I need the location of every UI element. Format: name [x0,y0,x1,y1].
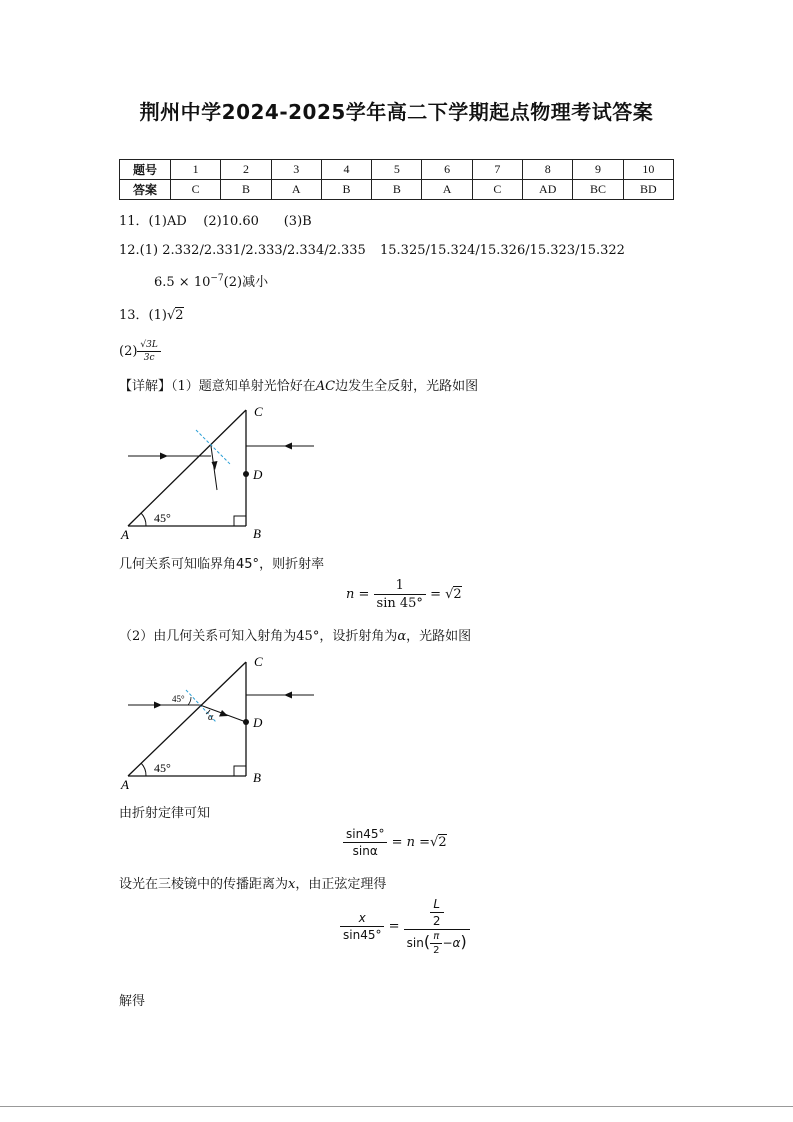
incidence-arc [188,697,191,705]
critical-angle-value: 45° [236,557,260,572]
edge-ac: AC [315,379,336,394]
question-number: 1 [171,160,221,180]
sqrt-radicand: 2 [438,835,447,850]
q13-part2-fraction [137,340,160,363]
part2-intro-text: （2）由几何关系可知入射角为45°，设折射角为 [119,629,398,644]
l-over-2 [430,897,444,928]
fraction-denominator: 2 [432,914,441,928]
question-number: 8 [523,160,573,180]
alpha-symbol: α [397,629,407,644]
eq-fraction [343,827,387,858]
fraction-denominator: sin 45° [376,596,423,611]
solve-text: 解得 [119,994,146,1009]
q13-label: 13．(1) [119,308,167,323]
equation-refractive-index [346,578,462,611]
answer-cell: BD [623,180,673,200]
question-number: 5 [372,160,422,180]
answer-table [119,159,674,200]
answer-cell: BC [573,180,623,200]
vertex-b-label: B [253,526,261,541]
angle-label: 45° [154,761,171,775]
answer-cell: AD [523,180,573,200]
fraction-numerator: x [340,911,384,927]
equation-sine-rule [340,897,470,956]
eq-rhs-fraction [404,897,470,956]
pi-over-2 [430,931,442,956]
point-d [243,719,249,725]
fraction-numerator: 1 [374,578,426,595]
answer-cell: B [221,180,271,200]
point-d [243,471,249,477]
ray-arrow-icon [284,443,292,450]
part2-intro [119,625,471,644]
fraction-denominator: sinα [352,844,378,858]
prism-diagram-2 [118,650,338,795]
refraction-law-text: 由折射定律可知 [119,806,211,821]
eq-equals: = [430,587,446,602]
answer-q12-part1: 12.(1) 2.332/2.331/2.333/2.334/2.335 [119,243,366,258]
critical-angle-rest: ，则折射率 [259,557,325,572]
eq-equals: = [358,587,374,602]
answer-cell: C [171,180,221,200]
answer-q11: 11．(1)AD (2)10.60 (3)B [119,214,312,229]
minus-alpha: −α [442,936,461,950]
answer-cell: B [372,180,422,200]
point-d-label: D [253,467,263,482]
fraction-numerator [404,897,470,930]
ray-arrow-icon [154,702,162,709]
question-number-label: 题号 [120,160,171,180]
vertex-a-label: A [121,527,129,542]
question-number: 3 [271,160,321,180]
sci-base: 6.5 × 10 [154,275,211,290]
vertex-b-label: B [253,770,261,785]
ray-arrow-icon [160,453,168,460]
sine-rule-rest: ，由正弦定理得 [295,877,387,892]
question-number: 10 [623,160,673,180]
page-title: 荆州中学2024-2025学年高二下学期起点物理考试答案 [139,100,654,124]
sine-rule-text: 设光在三棱镜中的传播距离为 [119,877,289,892]
eq-middle: = n = [391,835,431,850]
question-number: 2 [221,160,271,180]
fraction-numerator: π [430,931,442,944]
answer-q12-line2 [154,271,268,290]
alpha-label: α [208,712,214,723]
answer-cell: B [321,180,371,200]
sin-func: sin [406,936,424,950]
answer-cell: A [271,180,321,200]
q12-part2: (2)减小 [223,275,269,290]
ray-arrow-icon [284,692,292,699]
sqrt-radicand: 2 [453,587,462,602]
critical-angle-line [119,553,324,572]
fraction-denominator: 3c [143,353,155,363]
question-number: 9 [573,160,623,180]
detail-intro [119,375,478,394]
eq-lhs-fraction [340,911,384,942]
prism-edge-ac [128,410,246,526]
vertex-c-label: C [254,654,263,669]
vertex-a-label: A [121,777,129,792]
fraction-numerator: sin45° [343,827,387,843]
fraction-denominator: sin45° [343,928,382,942]
detail-intro-rest: 边发生全反射，光路如图 [335,379,479,394]
fraction-denominator: 2 [433,945,440,956]
eq-equals: = [388,919,400,934]
question-number: 4 [321,160,371,180]
answer-label: 答案 [120,180,171,200]
sine-rule-line [119,873,386,892]
right-angle-mark [234,766,246,776]
fraction-numerator: L [430,897,444,913]
answer-table-answer-row [120,180,674,200]
prism-diagram-1 [118,400,338,545]
eq-lhs: n [346,587,355,602]
right-angle-mark [234,516,246,526]
sqrt-sign: √ [166,308,176,323]
sqrt-sign: √ [445,587,454,602]
question-number: 7 [472,160,522,180]
fraction-denominator: sin( $\frac{\pi}{2}$ −α) [406,931,467,956]
answer-cell: A [422,180,472,200]
answer-q13-part1 [119,304,184,323]
critical-angle-text: 几何关系可知临界角 [119,557,237,572]
answer-q12-part1b: 15.325/15.324/15.326/15.323/15.322 [380,243,625,258]
vertex-c-label: C [254,404,263,419]
sqrt-radicand: 2 [175,308,184,323]
incidence-angle-label: 45° [172,694,185,704]
part2-intro-rest: ，光路如图 [406,629,472,644]
page-bottom-divider [0,1106,793,1107]
detail-intro-text: 【详解】（1）题意知单射光恰好在 [119,379,316,394]
fraction-numerator: √3L [137,340,160,352]
distance-var: x [288,877,296,892]
sqrt-sign: √ [430,835,439,850]
ray-arrow-icon [212,461,218,470]
reflected-ray [211,446,217,490]
equation-snell [343,827,447,858]
prism-edge-ac [128,662,246,776]
angle-arc [141,763,146,776]
answer-q13-part2 [119,340,161,363]
angle-label: 45° [154,511,171,525]
question-number: 6 [422,160,472,180]
angle-arc [141,513,146,526]
ray-arrow-icon [219,710,228,717]
sci-exponent: −7 [210,273,224,284]
eq-fraction [374,578,426,611]
answer-table-header-row [120,160,674,180]
answer-cell: C [472,180,522,200]
q13-part2-label: (2) [119,344,138,359]
point-d-label: D [253,715,263,730]
